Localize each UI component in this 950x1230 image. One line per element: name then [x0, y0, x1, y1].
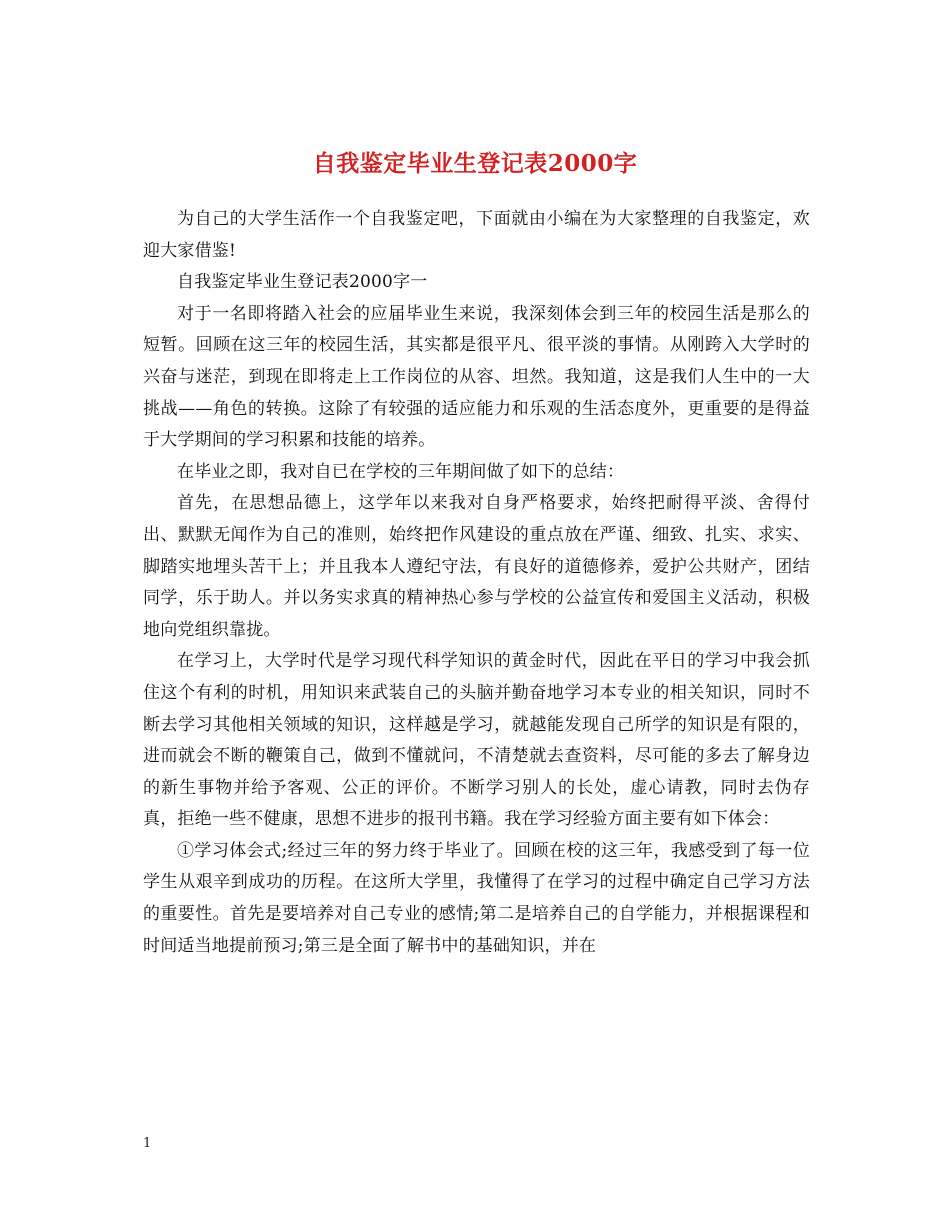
page-title: 自我鉴定毕业生登记表2000字 [312, 150, 638, 178]
body-paragraph-3: 首先，在思想品德上，这学年以来我对自身严格要求，始终把耐得平淡、舍得付出、默默无闻作为自己的准则，始终把作风建设的重点放在严谨、细致、扎实、求实、脚踏实地埋头苦干上；并且我本人遵纪守法，有良好的道德修养，爱护公共财产，团结同学，乐于助人。并以务实求真的精神热心参与学校的公益宣传和爱国主义活动，积极地向党组织靠拢。 [143, 493, 810, 640]
intro-paragraph: 为自己的大学生活作一个自我鉴定吧，下面就由小编在为大家整理的自我鉴定，欢迎大家借鉴! [143, 209, 810, 261]
section-heading: 自我鉴定毕业生登记表2000字一 [177, 272, 428, 293]
body-paragraph-5: ①学习体会式;经过三年的努力终于毕业了。回顾在校的这三年，我感受到了每一位学生从艰辛到成功的历程。在这所大学里，我懂得了在学习的过程中确定自己学习方法的重要性。首先是要培养对自己专业的感情;第二是培养自己的自学能力，并根据课程和时间适当地提前预习;第三是全面了解书中的基础知识，并在 [143, 840, 810, 956]
document-body [143, 204, 810, 962]
body-paragraph-1: 对于一名即将踏入社会的应届毕业生来说，我深刻体会到三年的校园生活是那么的短暂。回顾在这三年的校园生活，其实都是很平凡、很平淡的事情。从刚跨入大学时的兴奋与迷茫，到现在即将走上工作岗位的从容、坦然。我知道，这是我们人生中的一大挑战——角色的转换。这除了有较强的适应能力和乐观的生活态度外，更重要的是得益于大学期间的学习积累和技能的培养。 [143, 303, 810, 451]
body-paragraph-4: 在学习上，大学时代是学习现代科学知识的黄金时代，因此在平日的学习中我会抓住这个有利的时机，用知识来武装自己的头脑并勤奋地学习本专业的相关知识，同时不断去学习其他相关领域的知识，这样越是学习，就越能发现自己所学的知识是有限的，进而就会不断的鞭策自己，做到不懂就问，不清楚就去查资料，尽可能的多去了解身边的新生事物并给予客观、公正的评价。不断学习别人的长处，虚心请教，同时去伪存真，拒绝一些不健康，思想不进步的报刊书籍。我在学习经验方面主要有如下体会： [143, 651, 810, 830]
body-paragraph-2: 在毕业之即，我对自已在学校的三年期间做了如下的总结： [177, 461, 625, 482]
page-number: 1 [143, 1136, 152, 1151]
